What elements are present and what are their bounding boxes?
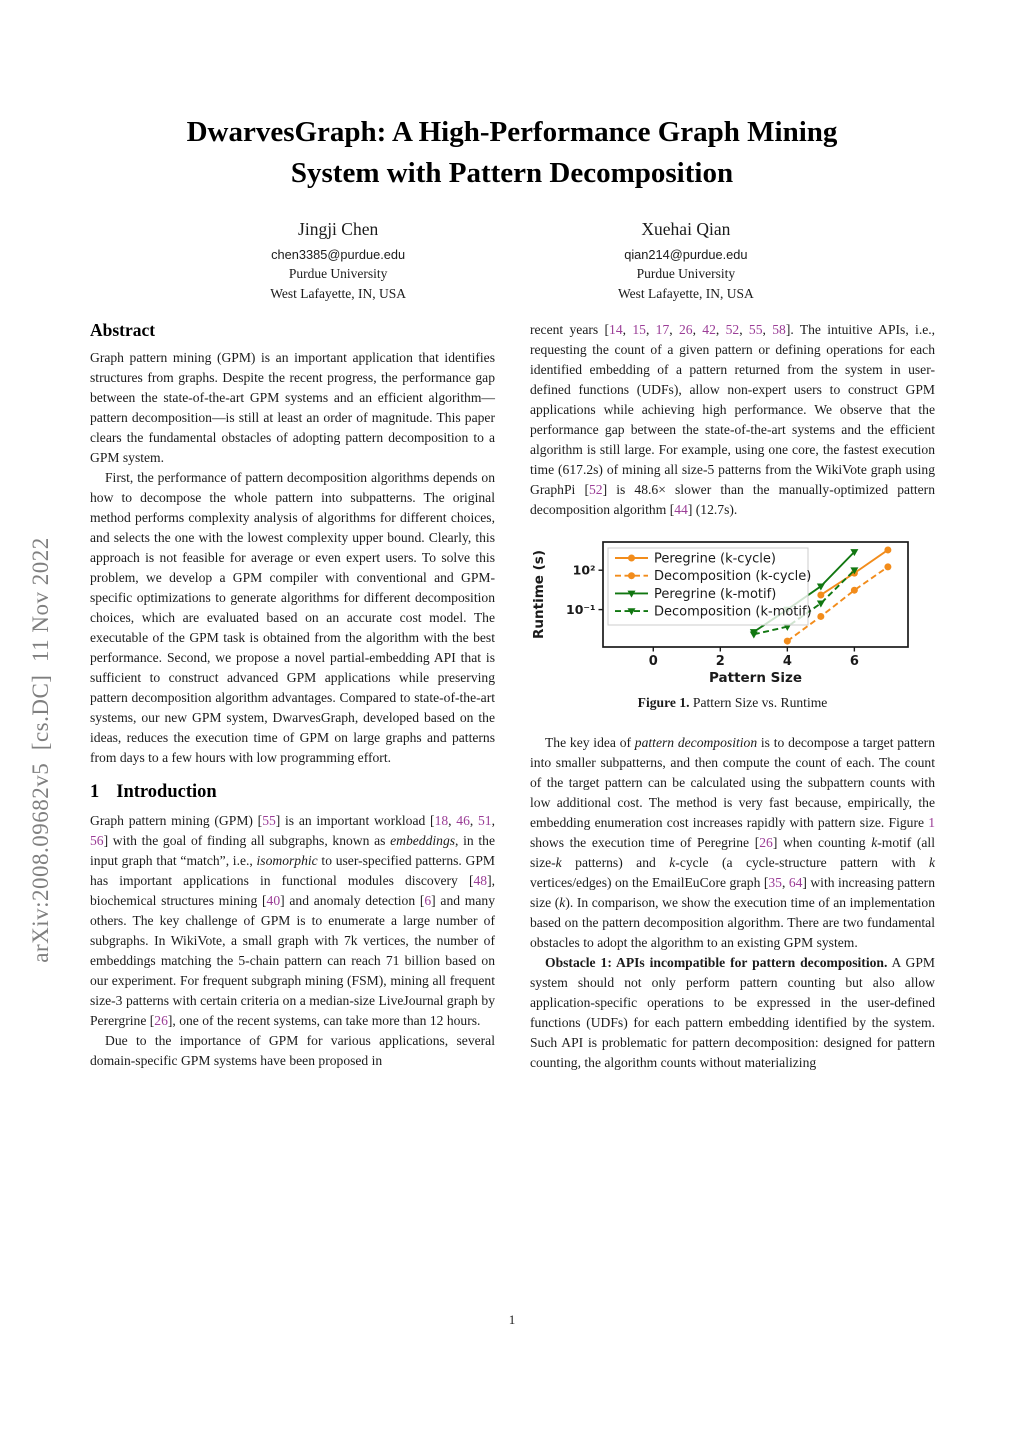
legend-label: Peregrine (k-motif) (654, 586, 777, 602)
citation-link[interactable]: 18 (434, 813, 449, 828)
citation-link[interactable]: 14 (609, 322, 623, 337)
x-tick-label: 0 (648, 654, 658, 669)
two-column-body (90, 320, 935, 1073)
text-run: , (692, 322, 703, 337)
citation-link[interactable]: 58 (772, 322, 786, 337)
citation-link[interactable]: 44 (674, 502, 688, 517)
section-number: 1 (90, 782, 100, 802)
author-1 (270, 219, 406, 303)
text-run: vertices/edges) on the EmailEuCore graph [ (530, 875, 769, 890)
text-run: , (781, 875, 789, 890)
paragraph (90, 348, 495, 468)
text-run: , (715, 322, 726, 337)
page-number: 1 (508, 1312, 516, 1327)
text-run: Graph pattern mining (GPM) [ (90, 813, 263, 828)
citation-link[interactable]: 6 (424, 893, 432, 908)
figure1-caption-label: Figure 1. (637, 695, 690, 710)
data-point-circle (817, 613, 824, 620)
paragraph (90, 811, 495, 1031)
citation-link[interactable]: 26 (678, 322, 693, 337)
data-point-triangle (750, 632, 758, 639)
citation-link[interactable]: 48 (473, 873, 488, 888)
citation-link[interactable]: 56 (90, 833, 104, 848)
text-run: pattern decomposition (634, 735, 758, 750)
text-run: ). In comparison, we show the execution time of an implementation based on the pattern decomposition algorithm. There are two fundamental obstacles to adopt the algorithm to an existing GPM system. (530, 895, 935, 950)
text-run: , in the input graph that “match”, i.e., (90, 833, 495, 868)
x-tick-label: 2 (715, 654, 725, 669)
citation-link[interactable]: 15 (632, 322, 646, 337)
text-run: , (762, 322, 773, 337)
text-run: The key idea of (545, 735, 635, 750)
data-point-circle (784, 638, 791, 645)
text-run: , (739, 322, 749, 337)
text-run: ] is an important workload [ (275, 813, 435, 828)
paragraph (90, 468, 495, 768)
citation-link[interactable]: 64 (788, 875, 803, 890)
legend-label: Peregrine (k-cycle) (654, 551, 776, 567)
paragraph (90, 1031, 495, 1071)
paper-title-line2: System with Pattern Decomposition (290, 157, 734, 189)
author-location: West Lafayette, IN, USA (270, 285, 406, 301)
citation-link[interactable]: 52 (588, 482, 603, 497)
data-point-circle (851, 587, 858, 594)
authors-block (0, 219, 1024, 303)
text-run: recent years [ (530, 322, 610, 337)
citation-link[interactable]: 55 (262, 813, 276, 828)
paragraph (530, 953, 935, 1073)
data-point-circle (884, 546, 891, 553)
citation-link[interactable]: 55 (748, 322, 763, 337)
right-column-text-bottom (530, 733, 935, 1073)
paragraph (530, 733, 935, 953)
text-run: k (871, 835, 878, 850)
section-heading-introduction (90, 782, 495, 803)
figure1-caption-text: Pattern Size vs. Runtime (692, 695, 828, 710)
legend-label: Decomposition (k-cycle) (654, 569, 812, 585)
text-run: embeddings (390, 833, 456, 848)
text-run: shows the execution time of Peregrine [ (530, 835, 760, 850)
text-run: , (622, 322, 633, 337)
citation-link[interactable]: 1 (928, 815, 935, 830)
paper-title-line1: DwarvesGraph: A High-Performance Graph Mining (186, 116, 838, 148)
text-run: , (448, 813, 457, 828)
paper-title (0, 112, 1024, 194)
text-run: is to decompose a target pattern into smaller subpatterns, and then compute the count of each. The count of the target pattern can be calculated using the subpattern counts with low additional cost. The method is very fast because, empirically, the embedding enumeration cost increases rapidly with pattern size. Figure (530, 735, 935, 830)
y-tick-label: 10⁻¹ (566, 602, 596, 618)
citation-link[interactable]: 51 (478, 813, 492, 828)
author-2 (618, 219, 754, 303)
figure-1 (530, 536, 935, 711)
text-run: ] and many others. The key challenge of GPM is to enumerate a large number of subgraphs. In WikiVote, a small graph with 7k vertices, the number of embeddings matching the 5-chain pattern can reach 71 billion based on our experiment. For frequent subgraph mining (FSM), mining all frequent size-3 patterns with certain criteria on a median-size LiveJournal graph by Perergrine [ (90, 893, 495, 1028)
citation-link[interactable]: 46 (456, 813, 470, 828)
citation-link[interactable]: 26 (154, 1013, 168, 1028)
author-email: qian214@purdue.edu (624, 247, 748, 262)
text-run: ], one of the recent systems, can take more than 12 hours. (167, 1013, 481, 1028)
data-point-circle (628, 555, 635, 562)
text-run: ] with the goal of finding all subgraphs, known as (103, 833, 391, 848)
author-name: Xuehai Qian (641, 219, 731, 239)
data-point-circle (817, 591, 824, 598)
data-point-circle (628, 572, 635, 579)
text-run: -motif (all size- (530, 835, 935, 870)
citation-link[interactable]: 26 (759, 835, 773, 850)
text-run: First, the performance of pattern decomposition algorithms depends on how to decompose the whole pattern into subpatterns. The original method performs complexity analysis of algorithms for different choices, and selects the one with the lowest complexity upper bound. Clearly, this approach is not feasible for average or even expert users. To solve this problem, we develop a GPM compiler with conventional and GPM-specific optimizations to generate algorithms for different decomposition choices, which are evaluated based on an accurate cost model. The executable of the GPM task is obtained from the algorithm with the best performance. Second, we propose a novel partial-embedding API that is sufficient to construct advanced GPM applications while preserving pattern decomposition algorithm advantages. Compared to state-of-the-art systems, our new GPM system, DwarvesGraph, developed based on the ideas, reduces the execution time of GPM on large graphs and patterns from days to a few hours with low programming effort. (90, 470, 495, 765)
abstract-body (90, 348, 495, 768)
text-run: k (669, 855, 676, 870)
text-run: ] is 48.6× slower than the manually-optimized pattern decomposition algorithm [ (530, 482, 935, 517)
figure1-caption (530, 695, 935, 711)
text-run: k (555, 855, 562, 870)
author-name: Jingji Chen (298, 219, 379, 239)
text-run: , (645, 322, 656, 337)
citation-link[interactable]: 40 (266, 893, 281, 908)
text-run: ] (12.7s). (687, 502, 738, 517)
right-column (530, 320, 935, 1073)
text-run: Due to the importance of GPM for various applications, several domain-specific GPM systems have been proposed in (90, 1033, 495, 1068)
author-email: chen3385@purdue.edu (271, 247, 406, 262)
paragraph (530, 320, 935, 520)
citation-link[interactable]: 35 (768, 875, 782, 890)
data-point-circle (884, 563, 891, 570)
text-run: ] with increasing pattern size ( (530, 875, 936, 910)
text-run: isomorphic (256, 853, 318, 868)
x-tick-label: 6 (849, 654, 859, 669)
y-axis-label: Runtime (s) (531, 550, 547, 639)
y-tick-label: 10² (572, 562, 596, 578)
text-run: ] and anomaly detection [ (280, 893, 425, 908)
citation-link[interactable]: 52 (725, 322, 740, 337)
text-run: k (928, 855, 935, 870)
text-run: -cycle (a cycle-structure pattern with (675, 855, 929, 870)
text-run: , (491, 813, 495, 828)
text-run: ] when counting (772, 835, 872, 850)
text-run: , (469, 813, 478, 828)
paper-header (0, 112, 1024, 303)
text-run: ]. The intuitive APIs, i.e., requesting the count of a given pattern or defining operations for each identified embedding of a pattern returned from the system in user-defined functions (UDFs), allow non-expert users to construct GPM applications while achieving high performance. We observe that the performance gap between the state-of-the-art systems and the efficient algorithm is still large. For example, using one core, the fastest execution time (617.2s) of mining all size-5 patterns from the WikiVote graph using GraphPi [ (530, 322, 936, 497)
text-run: ], biochemical structures mining [ (90, 873, 495, 908)
author-affiliation: Purdue University (636, 266, 736, 281)
legend-label: Decomposition (k-motif) (654, 604, 812, 620)
data-point-triangle (817, 601, 825, 608)
text-run: to user-specified patterns. GPM has important applications in functional modules discovery [ (90, 853, 495, 888)
introduction-body (90, 811, 495, 1071)
abstract-heading: Abstract (90, 320, 156, 340)
text-run: , (669, 322, 679, 337)
text-run: Obstacle 1: APIs incompatible for pattern decomposition. (545, 955, 888, 970)
x-axis-label: Pattern Size (708, 670, 803, 686)
citation-link[interactable]: 17 (655, 322, 670, 337)
citation-link[interactable]: 42 (702, 322, 716, 337)
text-run: Graph pattern mining (GPM) is an important application that identifies structures from graphs. Despite the recent progress, the performance gap between the state-of-the-art GPM systems and an efficient algorithm—pattern decomposition—is still at least an order of magnitude. This paper clears the fundamental obstacles of adopting pattern decomposition to a GPM system. (90, 350, 495, 465)
text-run: k (559, 895, 566, 910)
data-point-triangle (817, 583, 825, 590)
left-column (90, 320, 495, 1073)
text-run: A GPM system should not only perform pattern counting but also allow application-specific operations to be expressed in the user-defined functions (UDFs) for each pattern embedding identified by the system. Such API is problematic for pattern decomposition: designed for pattern counting, the algorithm counts without materializing (530, 955, 935, 1070)
section-title: Introduction (116, 782, 217, 802)
right-column-text-top (530, 320, 935, 520)
arxiv-watermark: arXiv:2008.09682v5 [cs.DC] 11 Nov 2022 (28, 537, 53, 963)
figure1-runtime-chart (530, 536, 935, 686)
x-tick-label: 4 (782, 654, 792, 669)
author-location: West Lafayette, IN, USA (618, 285, 754, 301)
author-affiliation: Purdue University (288, 266, 388, 281)
text-run: patterns) and (561, 855, 670, 870)
